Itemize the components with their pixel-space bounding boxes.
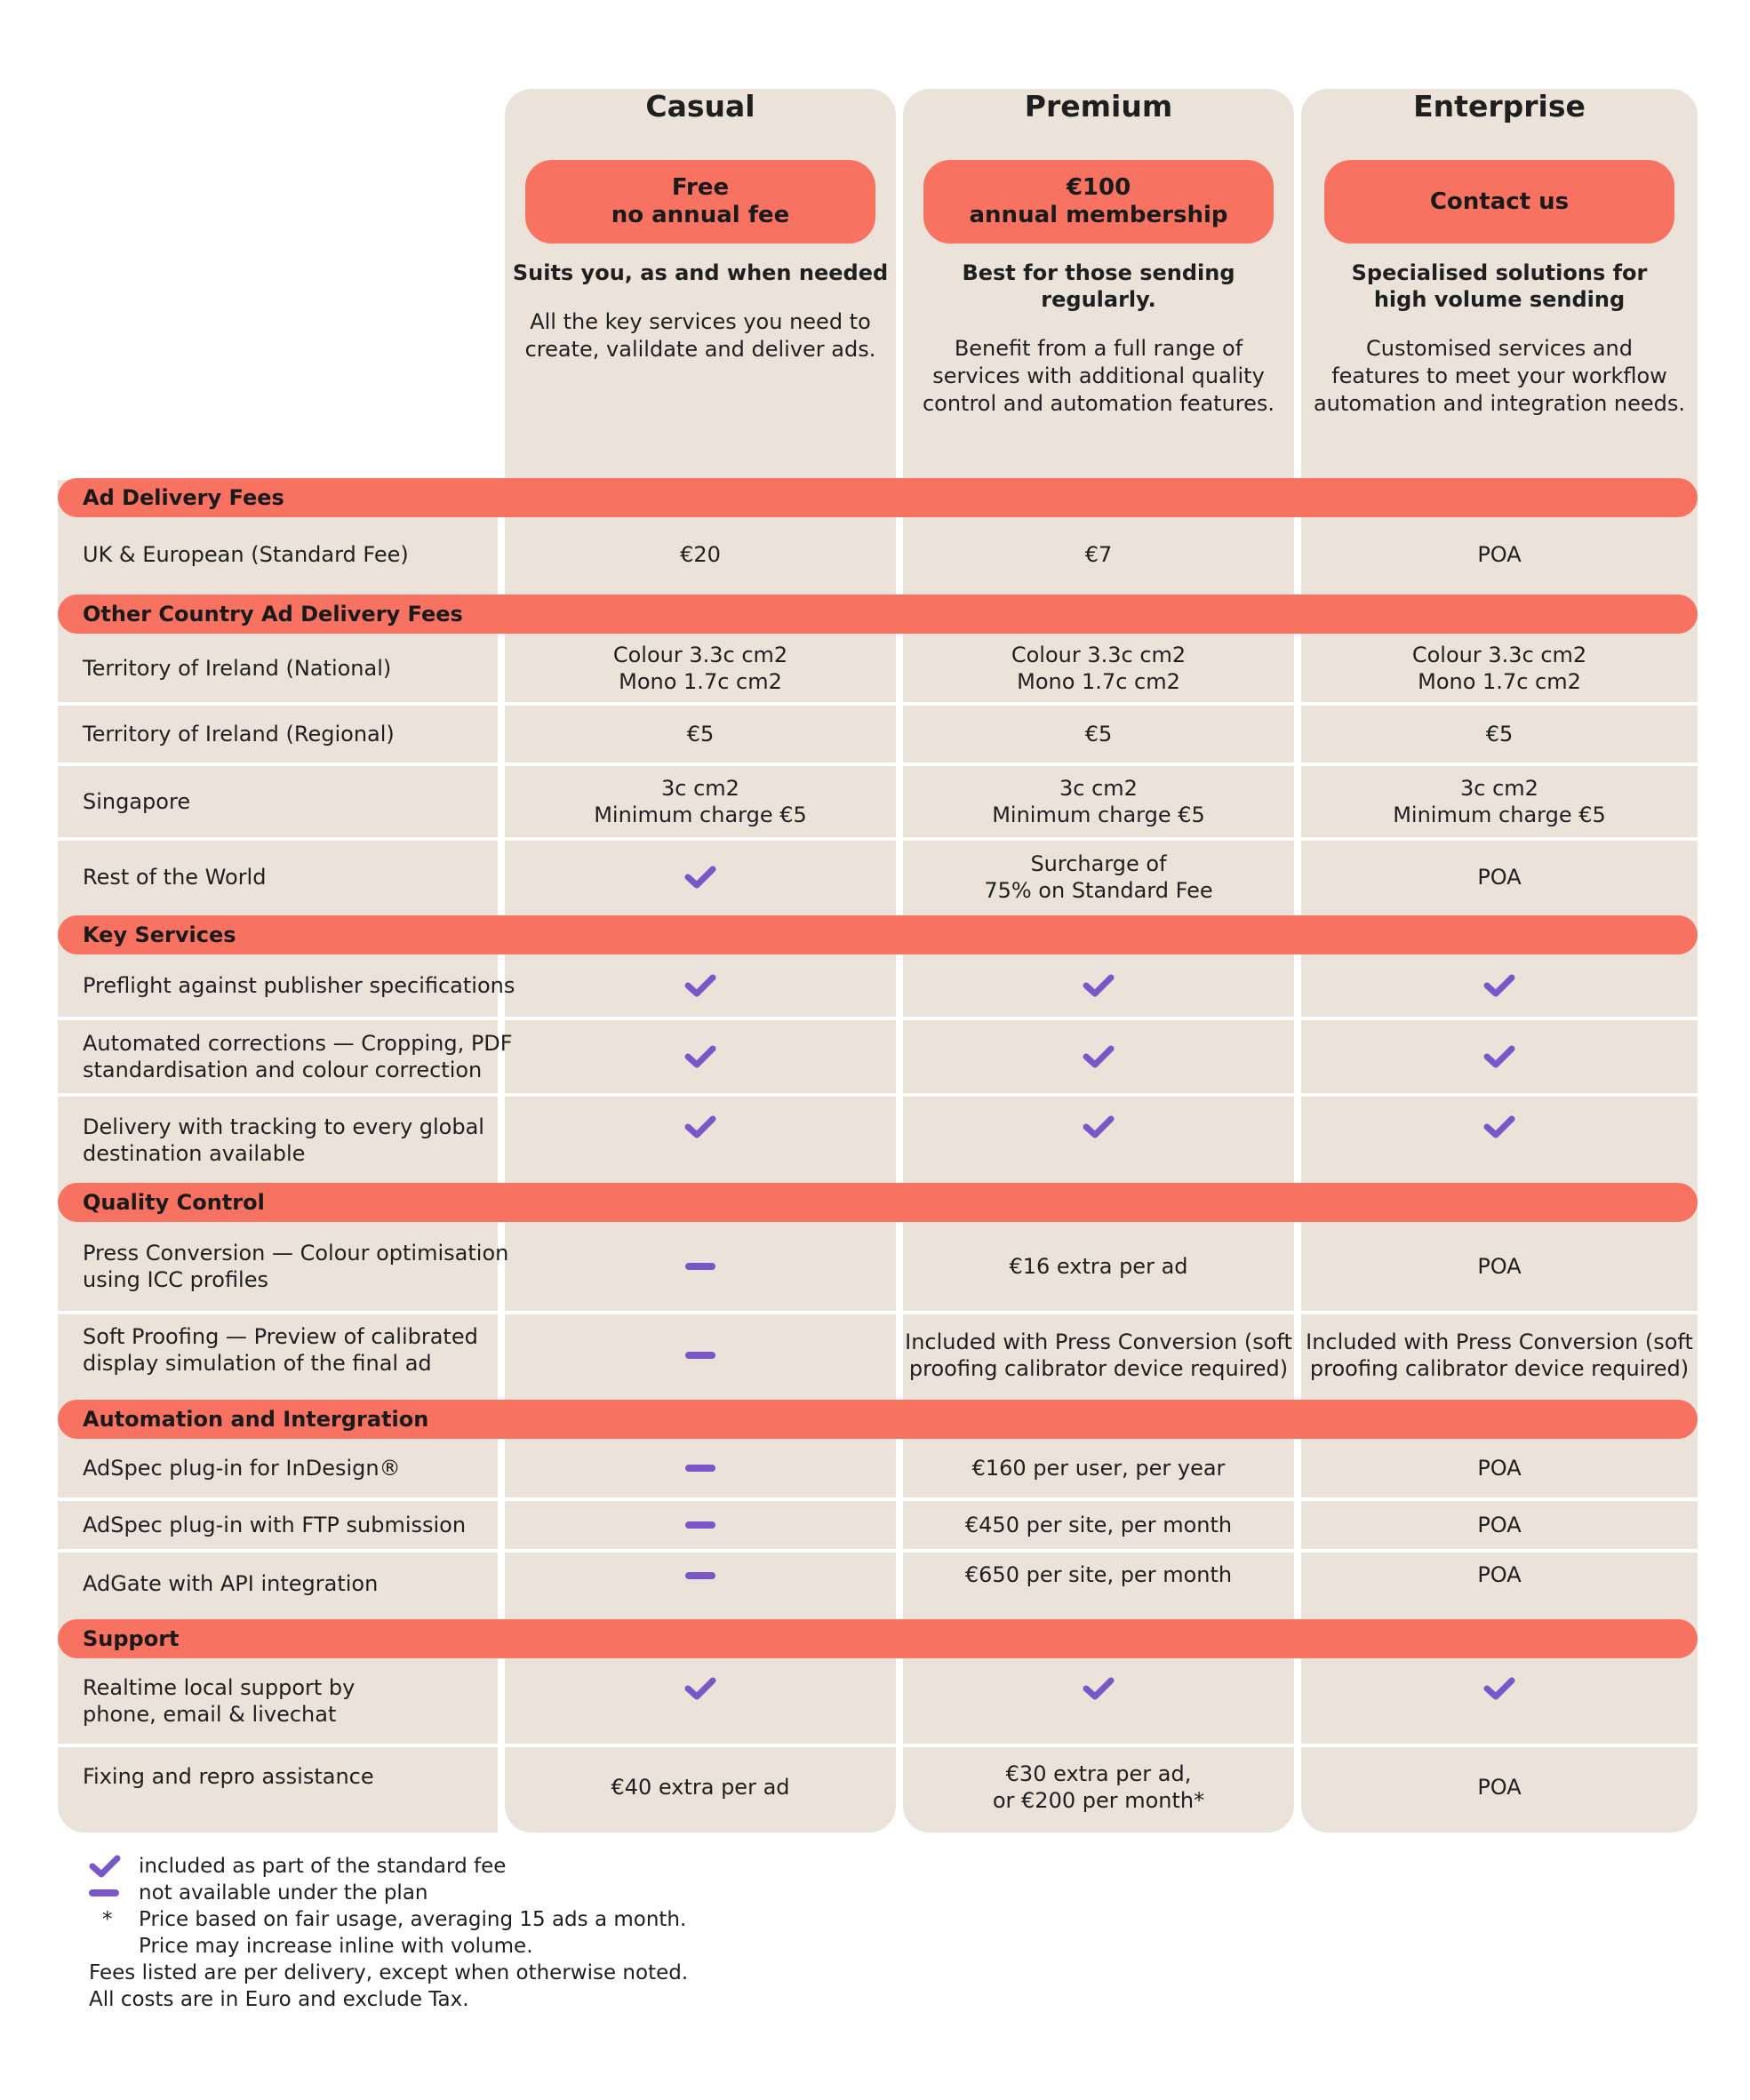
premium-cell: €5	[1084, 722, 1113, 747]
check-icon	[1083, 1114, 1115, 1139]
plan-price-button[interactable]	[525, 160, 875, 244]
plan-tagline-line: Suits you, as and when needed	[512, 260, 889, 285]
plan-tagline-line: Best for those sending regularly.	[962, 260, 1235, 312]
check-icon	[1483, 1044, 1515, 1069]
row-label: AdSpec plug-in for InDesign®	[83, 1456, 401, 1481]
plan-description-line: automation and integration needs.	[1313, 391, 1686, 416]
casual-cell	[505, 1439, 896, 1497]
enterprise-cell: Colour 3.3c cm2 Mono 1.7c cm2	[1411, 642, 1587, 694]
row-label: Press Conversion — Colour optimisation using ICC profiles	[83, 1241, 509, 1292]
plan-description-line: Benefit from a full range of	[954, 336, 1243, 361]
row-label: Preflight against publisher specifications	[83, 973, 515, 998]
premium-cell	[903, 1097, 1294, 1184]
enterprise-cell	[1301, 1097, 1698, 1184]
table-row	[58, 517, 1698, 592]
casual-cell: €40 extra per ad	[611, 1775, 790, 1800]
enterprise-cell: POA	[1477, 1562, 1522, 1587]
plan-price-line: Contact us	[1429, 188, 1570, 215]
row-label: Automated corrections — Cropping, PDF standardisation and colour correction	[83, 1031, 513, 1082]
premium-cell: €16 extra per ad	[1009, 1254, 1188, 1279]
premium-cell	[903, 1020, 1294, 1093]
casual-cell	[505, 1020, 896, 1093]
row-label: Territory of Ireland (Regional)	[83, 722, 395, 747]
asterisk-note: Price based on fair usage, averaging 15 ads a month. Price may increase inline with volume.	[139, 1908, 687, 1958]
casual-cell	[505, 1553, 896, 1615]
enterprise-cell: POA	[1477, 1513, 1522, 1537]
footnote: All costs are in Euro and exclude Tax.	[89, 1988, 469, 2011]
plan-description	[903, 335, 1294, 418]
plan-header-casual	[505, 89, 896, 363]
row-label: AdSpec plug-in with FTP submission	[83, 1513, 467, 1537]
legend-included	[89, 1853, 506, 1880]
plan-price-line: annual membership	[969, 202, 1228, 228]
plan-name: Enterprise	[1413, 89, 1586, 124]
legend-text: included as part of the standard fee	[139, 1855, 507, 1878]
check-icon	[1083, 973, 1115, 998]
casual-cell: €5	[686, 722, 715, 747]
enterprise-cell	[1301, 1020, 1698, 1093]
premium-cell: Included with Press Conversion (soft proofing calibrator device required)	[905, 1329, 1292, 1381]
table-row	[58, 706, 1698, 763]
check-icon	[1083, 1044, 1115, 1069]
legend	[89, 1853, 506, 1906]
table-row	[58, 1020, 1698, 1093]
casual-cell	[505, 954, 896, 1017]
casual-cell	[505, 1314, 896, 1396]
plan-tagline	[903, 260, 1294, 313]
table-row	[58, 1222, 1698, 1311]
plan-tagline-line: Specialised solutions for	[1351, 260, 1648, 285]
plan-name: Casual	[645, 89, 755, 124]
check-icon	[1483, 1676, 1515, 1701]
plan-description	[505, 308, 896, 363]
premium-cell: Colour 3.3c cm2 Mono 1.7c cm2	[1011, 642, 1187, 694]
table-row	[58, 1439, 1698, 1497]
row-label: Fixing and repro assistance	[83, 1764, 374, 1789]
asterisk-mark: *	[102, 1908, 113, 1931]
casual-cell	[505, 1222, 896, 1311]
section-other-country-fees: Other Country Ad Delivery Fees	[58, 595, 1698, 634]
premium-cell: €160 per user, per year	[971, 1456, 1226, 1481]
casual-cell: 3c cm2 Minimum charge €5	[594, 776, 807, 827]
dash-icon	[685, 1521, 715, 1529]
premium-cell: €30 extra per ad, or €200 per month*	[992, 1761, 1205, 1813]
table-row	[58, 1553, 1698, 1615]
dash-icon	[685, 1263, 715, 1270]
table-row	[58, 954, 1698, 1017]
table-row	[58, 634, 1698, 702]
dash-icon	[685, 1352, 715, 1359]
dash-icon	[685, 1465, 715, 1472]
enterprise-cell: POA	[1477, 865, 1522, 890]
table-row	[58, 1658, 1698, 1744]
plan-price-line: Free	[671, 174, 730, 201]
table-row	[58, 1314, 1698, 1396]
check-icon	[684, 973, 716, 998]
check-icon	[684, 1114, 716, 1139]
table-row	[58, 841, 1698, 914]
premium-cell	[903, 954, 1294, 1017]
footnotes	[89, 1960, 688, 2013]
plan-name: Premium	[1024, 89, 1173, 124]
casual-cell: €20	[680, 542, 721, 567]
premium-cell: 3c cm2 Minimum charge €5	[992, 776, 1205, 827]
check-icon	[1483, 1114, 1515, 1139]
plan-tagline-line: high volume sending	[1373, 287, 1626, 312]
plan-header-premium	[903, 89, 1294, 418]
dash-icon	[685, 1572, 715, 1579]
row-label: Territory of Ireland (National)	[83, 655, 392, 681]
casual-cell: Colour 3.3c cm2 Mono 1.7c cm2	[612, 642, 788, 694]
section-key-services: Key Services	[58, 915, 1698, 954]
plan-description-line: control and automation features.	[922, 391, 1275, 416]
contact-us-button[interactable]	[1324, 160, 1674, 244]
dash-icon	[89, 1889, 119, 1896]
casual-cell	[505, 1097, 896, 1184]
row-label: Delivery with tracking to every global destination available	[83, 1114, 484, 1166]
plan-description-line: features to meet your workflow	[1331, 363, 1667, 388]
row-label: AdGate with API integration	[83, 1571, 379, 1596]
row-label: Soft Proofing — Preview of calibrated display simulation of the final ad	[83, 1324, 478, 1376]
table-row	[58, 766, 1698, 837]
plan-description	[1301, 335, 1698, 418]
table-row	[58, 1097, 1698, 1184]
plan-tagline	[1301, 260, 1698, 313]
plan-description-line: services with additional quality	[932, 363, 1265, 388]
enterprise-cell: Included with Press Conversion (soft proofing calibrator device required)	[1306, 1329, 1693, 1381]
section-ad-delivery-fees: Ad Delivery Fees	[58, 478, 1698, 517]
premium-cell: Surcharge of 75% on Standard Fee	[984, 851, 1213, 903]
section-quality-control: Quality Control	[58, 1183, 1698, 1222]
check-icon	[684, 1044, 716, 1069]
enterprise-cell	[1301, 1658, 1698, 1744]
check-icon	[1483, 973, 1515, 998]
casual-cell	[505, 1658, 896, 1744]
plan-tagline	[505, 260, 896, 286]
check-icon	[1083, 1676, 1115, 1701]
plan-price-line: no annual fee	[611, 202, 790, 228]
footnote: Fees listed are per delivery, except when otherwise noted.	[89, 1961, 689, 1984]
section-support: Support	[58, 1619, 1698, 1658]
row-label: Realtime local support by phone, email & livechat	[83, 1675, 356, 1727]
enterprise-cell: 3c cm2 Minimum charge €5	[1393, 776, 1606, 827]
table-row	[58, 1501, 1698, 1549]
plan-price-line: €100	[1066, 174, 1131, 201]
premium-cell	[903, 1658, 1294, 1744]
section-automation-integration: Automation and Intergration	[58, 1400, 1698, 1439]
premium-cell: €650 per site, per month	[964, 1562, 1233, 1587]
enterprise-cell: POA	[1477, 1775, 1522, 1800]
casual-cell	[505, 1501, 896, 1549]
enterprise-cell: POA	[1477, 1254, 1522, 1279]
plan-price-button[interactable]	[923, 160, 1274, 244]
legend-not-available	[89, 1880, 506, 1906]
plan-header-enterprise	[1301, 89, 1698, 418]
row-label: Singapore	[83, 789, 191, 814]
enterprise-cell: POA	[1477, 1456, 1522, 1481]
legend-text: not available under the plan	[139, 1881, 428, 1904]
enterprise-cell	[1301, 954, 1698, 1017]
premium-cell: €450 per site, per month	[964, 1513, 1233, 1537]
table-row	[58, 1747, 1698, 1827]
check-icon	[684, 865, 716, 890]
enterprise-cell: €5	[1485, 722, 1514, 747]
premium-cell: €7	[1084, 542, 1113, 567]
row-label: UK & European (Standard Fee)	[83, 542, 409, 567]
plan-description-line: Customised services and	[1366, 336, 1633, 361]
row-label: Rest of the World	[83, 865, 267, 890]
plan-description-line: create, valildate and deliver ads.	[524, 337, 876, 362]
plan-description-line: All the key services you need to	[530, 309, 871, 334]
enterprise-cell: POA	[1477, 542, 1522, 567]
check-icon	[89, 1854, 121, 1879]
casual-cell	[505, 841, 896, 914]
check-icon	[684, 1676, 716, 1701]
